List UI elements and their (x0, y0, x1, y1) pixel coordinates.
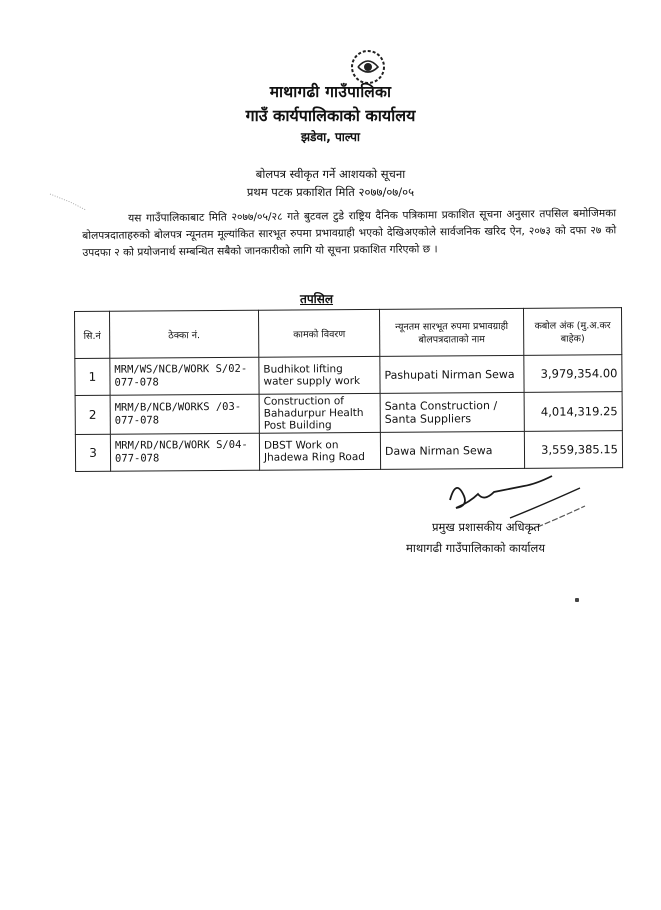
header-bidder: न्यूनतम सारभूत रुपमा प्रभावग्राही बोलपत्रदाताको नाम (379, 308, 523, 356)
table-row (75, 392, 622, 435)
scribble-mark (48, 190, 88, 212)
cell-description: Budhikot lifting water supply work (259, 356, 380, 394)
header-contract-no: ठेक्का नं. (110, 310, 259, 358)
section-title: तपसिल (300, 292, 334, 306)
bid-table (74, 307, 623, 472)
cell-sn: 3 (75, 434, 110, 471)
table-row (75, 431, 622, 472)
table-row (75, 355, 622, 396)
signatory-title: प्रमुख प्रशासकीय अधिकृत (432, 520, 540, 534)
table-header-row (75, 308, 622, 359)
publish-date: प्रथम पटक प्रकाशित मिति २०७७/०७/०५ (246, 185, 415, 199)
cell-sn: 1 (75, 358, 110, 395)
office-address: झडेवा, पाल्पा (300, 130, 360, 144)
office-name: गाउँ कार्यपालिकाको कार्यालय (245, 106, 416, 125)
municipality-name: माथागढी गाउँपालिका (269, 83, 392, 101)
signatory-office: माथागढी गाउँपालिकाको कार्यालय (406, 541, 546, 555)
cell-contract-no: MRM/WS/NCB/WORK S/02-077-078 (110, 357, 259, 395)
cell-amount: 3,979,354.00 (524, 355, 622, 393)
cell-bidder: Santa Construction / Santa Suppliers (380, 392, 524, 432)
header-description: कामको विवरण (258, 309, 379, 357)
ink-dot (575, 598, 579, 602)
cell-bidder: Dawa Nirman Sewa (380, 431, 524, 469)
cell-description: Construction of Bahadurpur Health Post Building (259, 393, 380, 433)
cell-amount: 4,014,319.25 (524, 392, 622, 432)
cell-sn: 2 (75, 395, 110, 434)
header-sn: सि.नं (75, 311, 110, 358)
cell-amount: 3,559,385.15 (524, 431, 622, 469)
header-amount: कबोल अंक (मु.अ.कर बाहेक) (523, 308, 621, 356)
notice-title: बोलपत्र स्वीकृत गर्ने आशयको सूचना (255, 167, 406, 181)
cell-contract-no: MRM/B/NCB/WORKS /03-077-078 (110, 394, 259, 434)
cell-bidder: Pashupati Nirman Sewa (380, 355, 524, 393)
notice-body: यस गाउँपालिकाबाट मिति २०७७/०५/२८ गते बुटवल टुडे राष्ट्रिय दैनिक पत्रिकामा प्रकाशित सूचना अनुसार तपसिल बमोजिमका बोलपत्रदाताहरुको बोलपत्र न्यूनतम मूल्यांकित सारभूत रुपमा प्रभावग्राही भएको देखिअएकोले सार्वजनिक खरिद ऐन, २०७३ को दफा २७ को उपदफा २ को प्रयोजनार्थ सम्बन्धित सबैको जानकारीको लागि यो सूचना प्रकाशित गरिएको छ । (82, 207, 617, 259)
cell-contract-no: MRM/RD/NCB/WORK S/04-077-078 (110, 433, 259, 471)
cell-description: DBST Work on Jhadewa Ring Road (259, 432, 380, 470)
